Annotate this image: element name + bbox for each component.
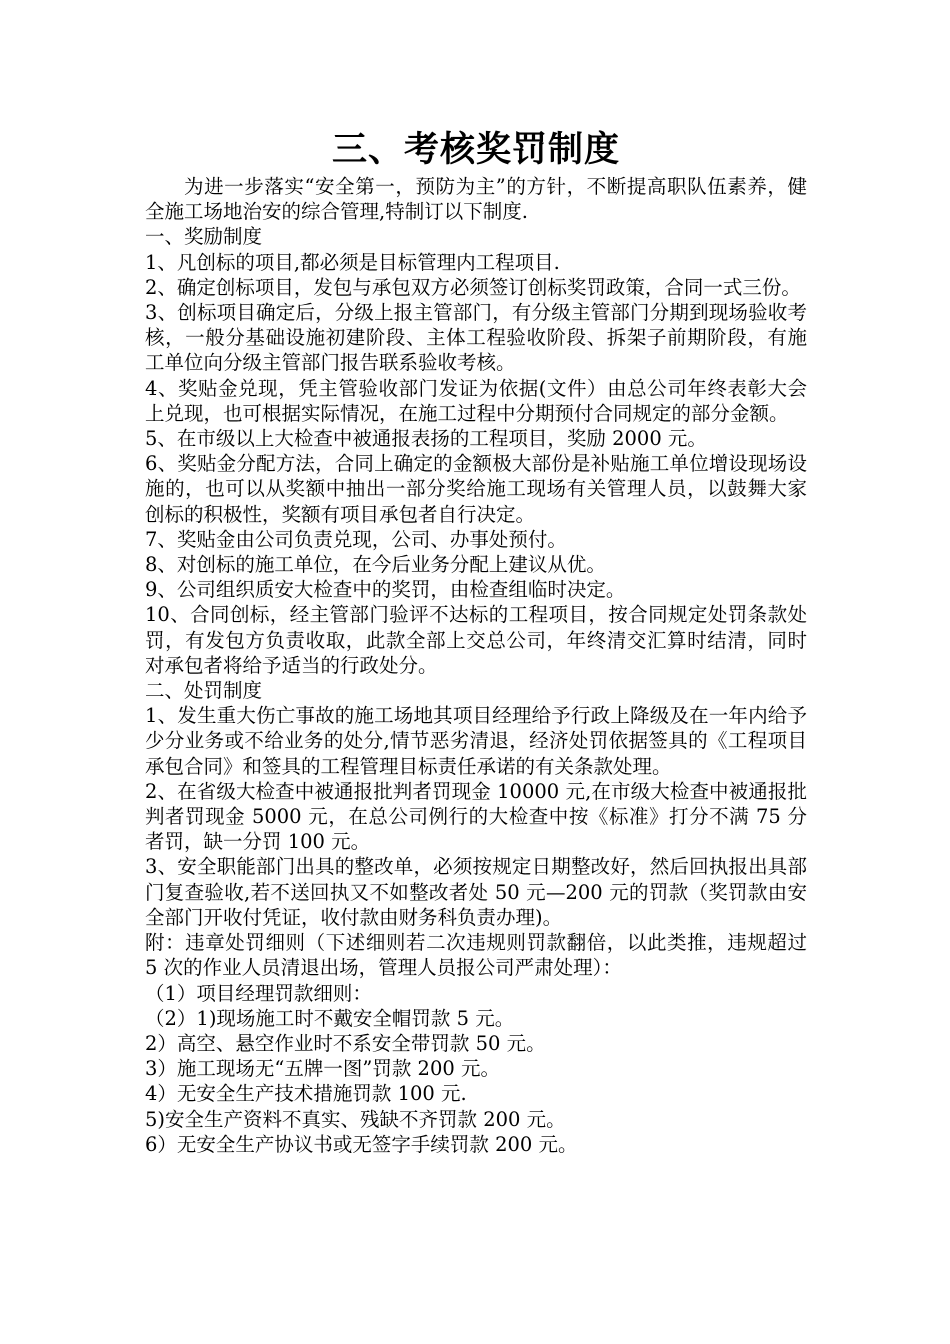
document-body (145, 174, 807, 1157)
appendix-item: （2）1)现场施工时不戴安全帽罚款 5 元。 (145, 1006, 515, 1030)
reward-item: 9、公司组织质安大检查中的奖罚，由检查组临时决定。 (145, 578, 626, 602)
penalty-item: 3、安全职能部门出具的整改单，必须按规定日期整改好，然后回执报出具部门复查验收,若不送回执又不如整改者处 50 元—200 元的罚款（奖罚款由安全部门开收付凭证，收付款由财务科负责办理)。 (145, 855, 807, 929)
document-title: 三、考核奖罚制度 (331, 129, 620, 170)
appendix-heading: 附：违章处罚细则（下述细则若二次违规则罚款翻倍，以此类推，违规超过 5 次的作业人员清退出场，管理人员报公司严肃处理）： (145, 931, 807, 980)
reward-item: 5、在市级以上大检查中被通报表扬的工程项目，奖励 2000 元。 (145, 427, 707, 451)
reward-item: 2、确定创标项目，发包与承包双方必须签订创标奖罚政策，合同一式三份。 (145, 275, 801, 299)
penalty-item: 1、发生重大伤亡事故的施工场地其项目经理给予行政上降级及在一年内给予少分业务或不给业务的处分,情节恶劣清退，经济处罚依据签具的《工程项目承包合同》和签具的工程管理目标责任承诺的有关条款处理。 (145, 704, 807, 778)
reward-item: 10、合同创标，经主管部门验评不达标的工程项目，按合同规定处罚条款处罚，有发包方负责收取，此款全部上交总公司，年终清交汇算时结清，同时对承包者将给予适当的行政处分。 (145, 603, 807, 677)
penalty-item: 2、在省级大检查中被通报批判者罚现金 10000 元,在市级大检查中被通报批判者罚现金 5000 元，在总公司例行的大检查中按《标准》打分不满 75 分者罚，缺一分罚 100 元。 (145, 779, 807, 854)
appendix-item: 6）无安全生产协议书或无签字手续罚款 200 元。 (145, 1132, 578, 1156)
reward-item: 7、奖贴金由公司负责兑现，公司、办事处预付。 (145, 527, 567, 551)
reward-item: 8、对创标的施工单位，在今后业务分配上建议从优。 (145, 553, 606, 577)
appendix-item: （1）项目经理罚款细则： (145, 981, 372, 1005)
penalty-heading: 二、处罚制度 (145, 679, 263, 703)
intro-paragraph: 为进一步落实“安全第一，预防为主”的方针，不断提高职队伍素养，健全施工场地治安的综合管理,特制订以下制度. (145, 175, 807, 224)
appendix-item: 4）无安全生产技术措施罚款 100 元. (145, 1082, 467, 1106)
appendix-item: 3）施工现场无“五牌一图”罚款 200 元。 (145, 1057, 500, 1081)
appendix-item: 5)安全生产资料不真实、残缺不齐罚款 200 元。 (145, 1107, 566, 1131)
document-page (145, 126, 807, 1157)
reward-item: 1、凡创标的项目,都必须是目标管理内工程项目. (145, 250, 560, 274)
appendix-item: 2）高空、悬空作业时不系安全带罚款 50 元。 (145, 1031, 546, 1055)
reward-item: 6、奖贴金分配方法，合同上确定的金额极大部份是补贴施工单位增设现场设施的，也可以从奖额中抽出一部分奖给施工现场有关管理人员，以鼓舞大家创标的积极性，奖额有项目承包者自行决定。 (145, 452, 807, 526)
reward-heading: 一、奖励制度 (145, 225, 263, 249)
reward-item: 3、创标项目确定后，分级上报主管部门，有分级主管部门分期到现场验收考核，一般分基础设施初建阶段、主体工程验收阶段、拆架子前期阶段，有施工单位向分级主管部门报告联系验收考核。 (145, 301, 807, 375)
reward-item: 4、奖贴金兑现，凭主管验收部门发证为依据(文件）由总公司年终表彰大会上兑现，也可根据实际情况，在施工过程中分期预付合同规定的部分金额。 (145, 376, 807, 425)
